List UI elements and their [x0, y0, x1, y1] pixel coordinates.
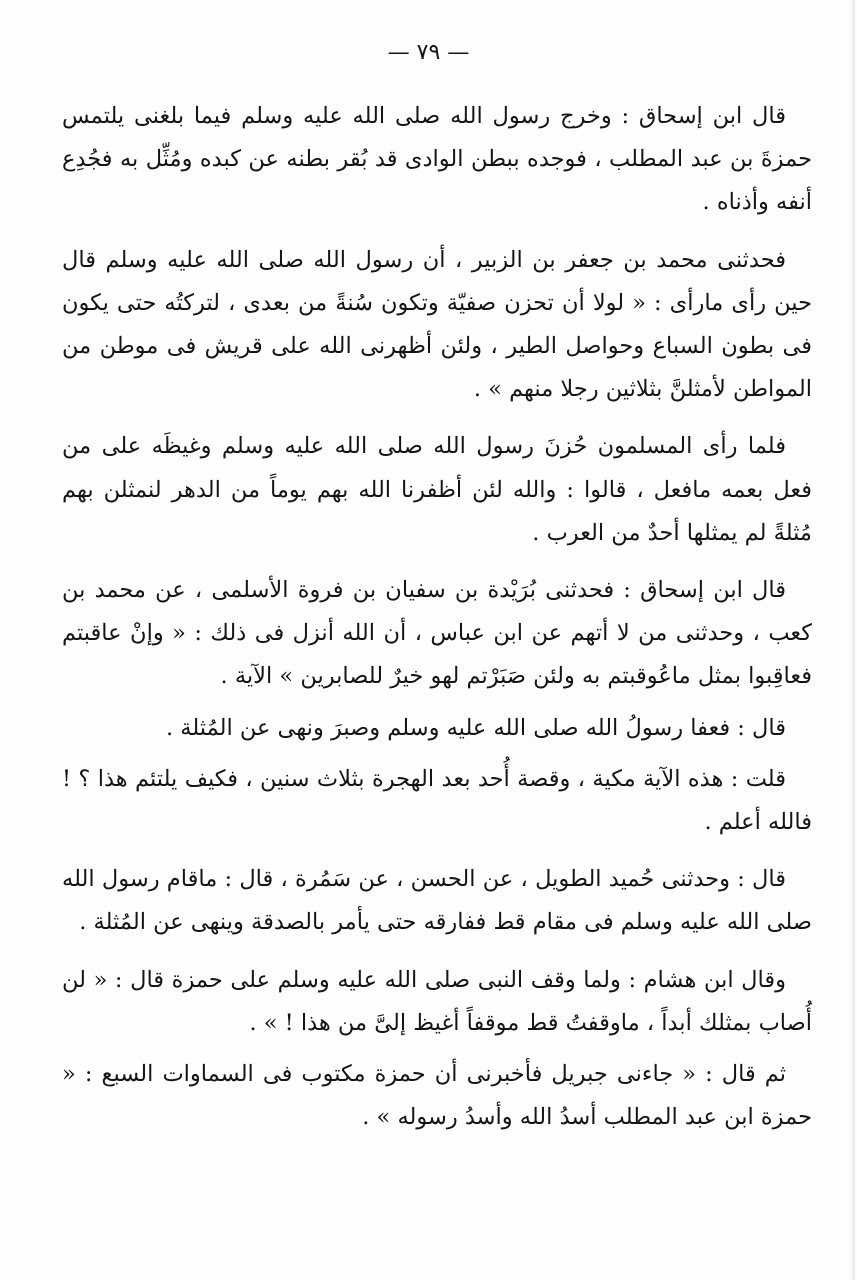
scan-page-edge	[849, 0, 855, 1280]
paragraph-ibn-ishaq-hamza-search: قال ابن إسحاق : وخرج رسول الله صلى الله عليه وسلم فيما بلغنى يلتمس حمزةَ بن عبد المطلب ، فوجده ببطن الوادى قد بُقر بطنه عن كبده ومُثِّل به فجُدِع أنفه وأذناه .	[62, 103, 812, 216]
body-text	[62, 95, 812, 1153]
paragraph-jibril-narration: ثم قال : « جاءنى جبريل فأخبرنى أن حمزة مكتوب فى السماوات السبع : « حمزة ابن عبد المطلب أسدُ الله وأسدُ رسوله » .	[62, 1061, 812, 1131]
paragraph-ibn-hisham-narration: وقال ابن هشام : ولما وقف النبى صلى الله عليه وسلم على حمزة قال : « لن أُصاب بمثلك أبداً ، ماوقفتُ قط موقفاً أغيظ إلىَّ من هذا ! » .	[62, 966, 812, 1036]
paragraph-prophet-forgave: قال : فعفا رسولُ الله صلى الله عليه وسلم وصبرَ ونهى عن المُثلة .	[165, 714, 786, 741]
paragraph-author-note: قلت : هذه الآية مكية ، وقصة أُحد بعد الهجرة بثلاث سنين ، فكيف يلتئم هذا ؟ ! فالله أعلم .	[62, 765, 812, 836]
paragraph-muhammad-ibn-jafar-narration: فحدثنى محمد بن جعفر بن الزبير ، أن رسول الله صلى الله عليه وسلم قال حين رأى مارأى : « لولا أن تحزن صفيّة وتكون سُنةً من بعدى ، لتركتُه حتى يكون فى بطون السباع وحواصل الطير ، ولئن أظهرنى الله على قريش فى موطن من المواطن لأمثلنَّ بثلاثين رجلا منهم » .	[62, 246, 812, 403]
paragraph-quran-verse-revelation: قال ابن إسحاق : فحدثنى بُرَيْدة بن سفيان بن فروة الأسلمى ، عن محمد بن كعب ، وحدثنى من لا أتهم عن ابن عباس ، أن الله أنزل فى ذلك : « وإنْ عاقبتم فعاقِبوا بمثل ماعُوقبتم به ولئن صَبَرْتم لهو خيرٌ للصابرين » الآية .	[62, 577, 812, 690]
paragraph-humaid-narration: قال : وحدثنى حُميد الطويل ، عن الحسن ، عن سَمُرة ، قال : ماقام رسول الله صلى الله عليه وسلم فى مقام قط ففارقه حتى يأمر بالصدقة وينهى عن المُثلة .	[62, 866, 812, 936]
page-number: — ٧٩ —	[387, 40, 470, 65]
paragraph-muslims-oath: فلما رأى المسلمون حُزنَ رسول الله صلى الله عليه وسلم وغيظَه على من فعل بعمه مافعل ، قالوا : والله لئن أظفرنا الله بهم يوماً من الدهر لنمثلن بهم مُثلةً لم يمثلها أحدٌ من العرب .	[62, 433, 812, 546]
